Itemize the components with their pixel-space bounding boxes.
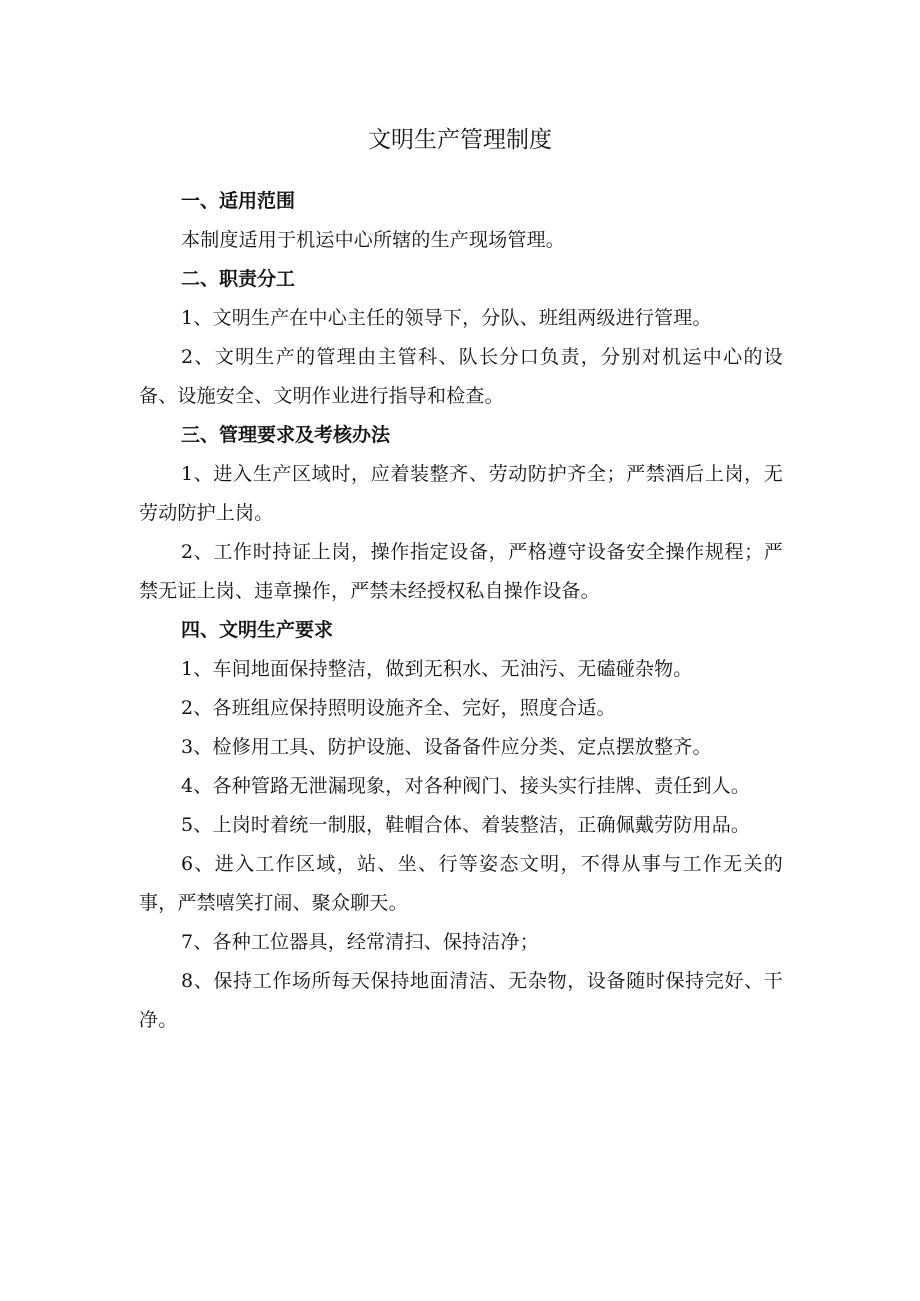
document-body <box>139 182 783 1040</box>
section-heading-requirements: 三、管理要求及考核办法 <box>181 424 391 446</box>
paragraph: 1、进入生产区域时，应着装整齐、劳动防护齐全；严禁酒后上岗，无劳动防护上岗。 <box>139 463 783 524</box>
paragraph: 4、各种管路无泄漏现象，对各种阀门、接头实行挂牌、责任到人。 <box>181 775 751 797</box>
paragraph: 1、文明生产在中心主任的领导下，分队、班组两级进行管理。 <box>181 307 712 329</box>
paragraph: 1、车间地面保持整洁，做到无积水、无油污、无磕碰杂物。 <box>181 658 693 680</box>
section-heading-civilized-production: 四、文明生产要求 <box>181 619 334 641</box>
paragraph: 6、进入工作区域，站、坐、行等姿态文明，不得从事与工作无关的事，严禁嘻笑打闹、聚众聊天。 <box>139 853 783 914</box>
paragraph: 2、工作时持证上岗，操作指定设备，严格遵守设备安全操作规程；严禁无证上岗、违章操作，严禁未经授权私自操作设备。 <box>139 541 783 602</box>
document-title: 文明生产管理制度 <box>368 127 552 153</box>
paragraph: 2、文明生产的管理由主管科、队长分口负责，分别对机运中心的设备、设施安全、文明作业进行指导和检查。 <box>139 346 783 407</box>
paragraph: 2、各班组应保持照明设施齐全、完好，照度合适。 <box>181 697 616 719</box>
section-heading-scope: 一、适用范围 <box>181 190 296 212</box>
section-heading-responsibilities: 二、职责分工 <box>181 268 296 290</box>
paragraph: 8、保持工作场所每天保持地面清洁、无杂物，设备随时保持完好、干净。 <box>139 970 783 1031</box>
paragraph: 5、上岗时着统一制服，鞋帽合体、着装整洁，正确佩戴劳防用品。 <box>181 814 751 836</box>
paragraph: 7、各种工位器具，经常清扫、保持洁净； <box>181 931 539 953</box>
paragraph: 3、检修用工具、防护设施、设备备件应分类、定点摆放整齐。 <box>181 736 712 758</box>
paragraph: 本制度适用于机运中心所辖的生产现场管理。 <box>181 229 566 251</box>
